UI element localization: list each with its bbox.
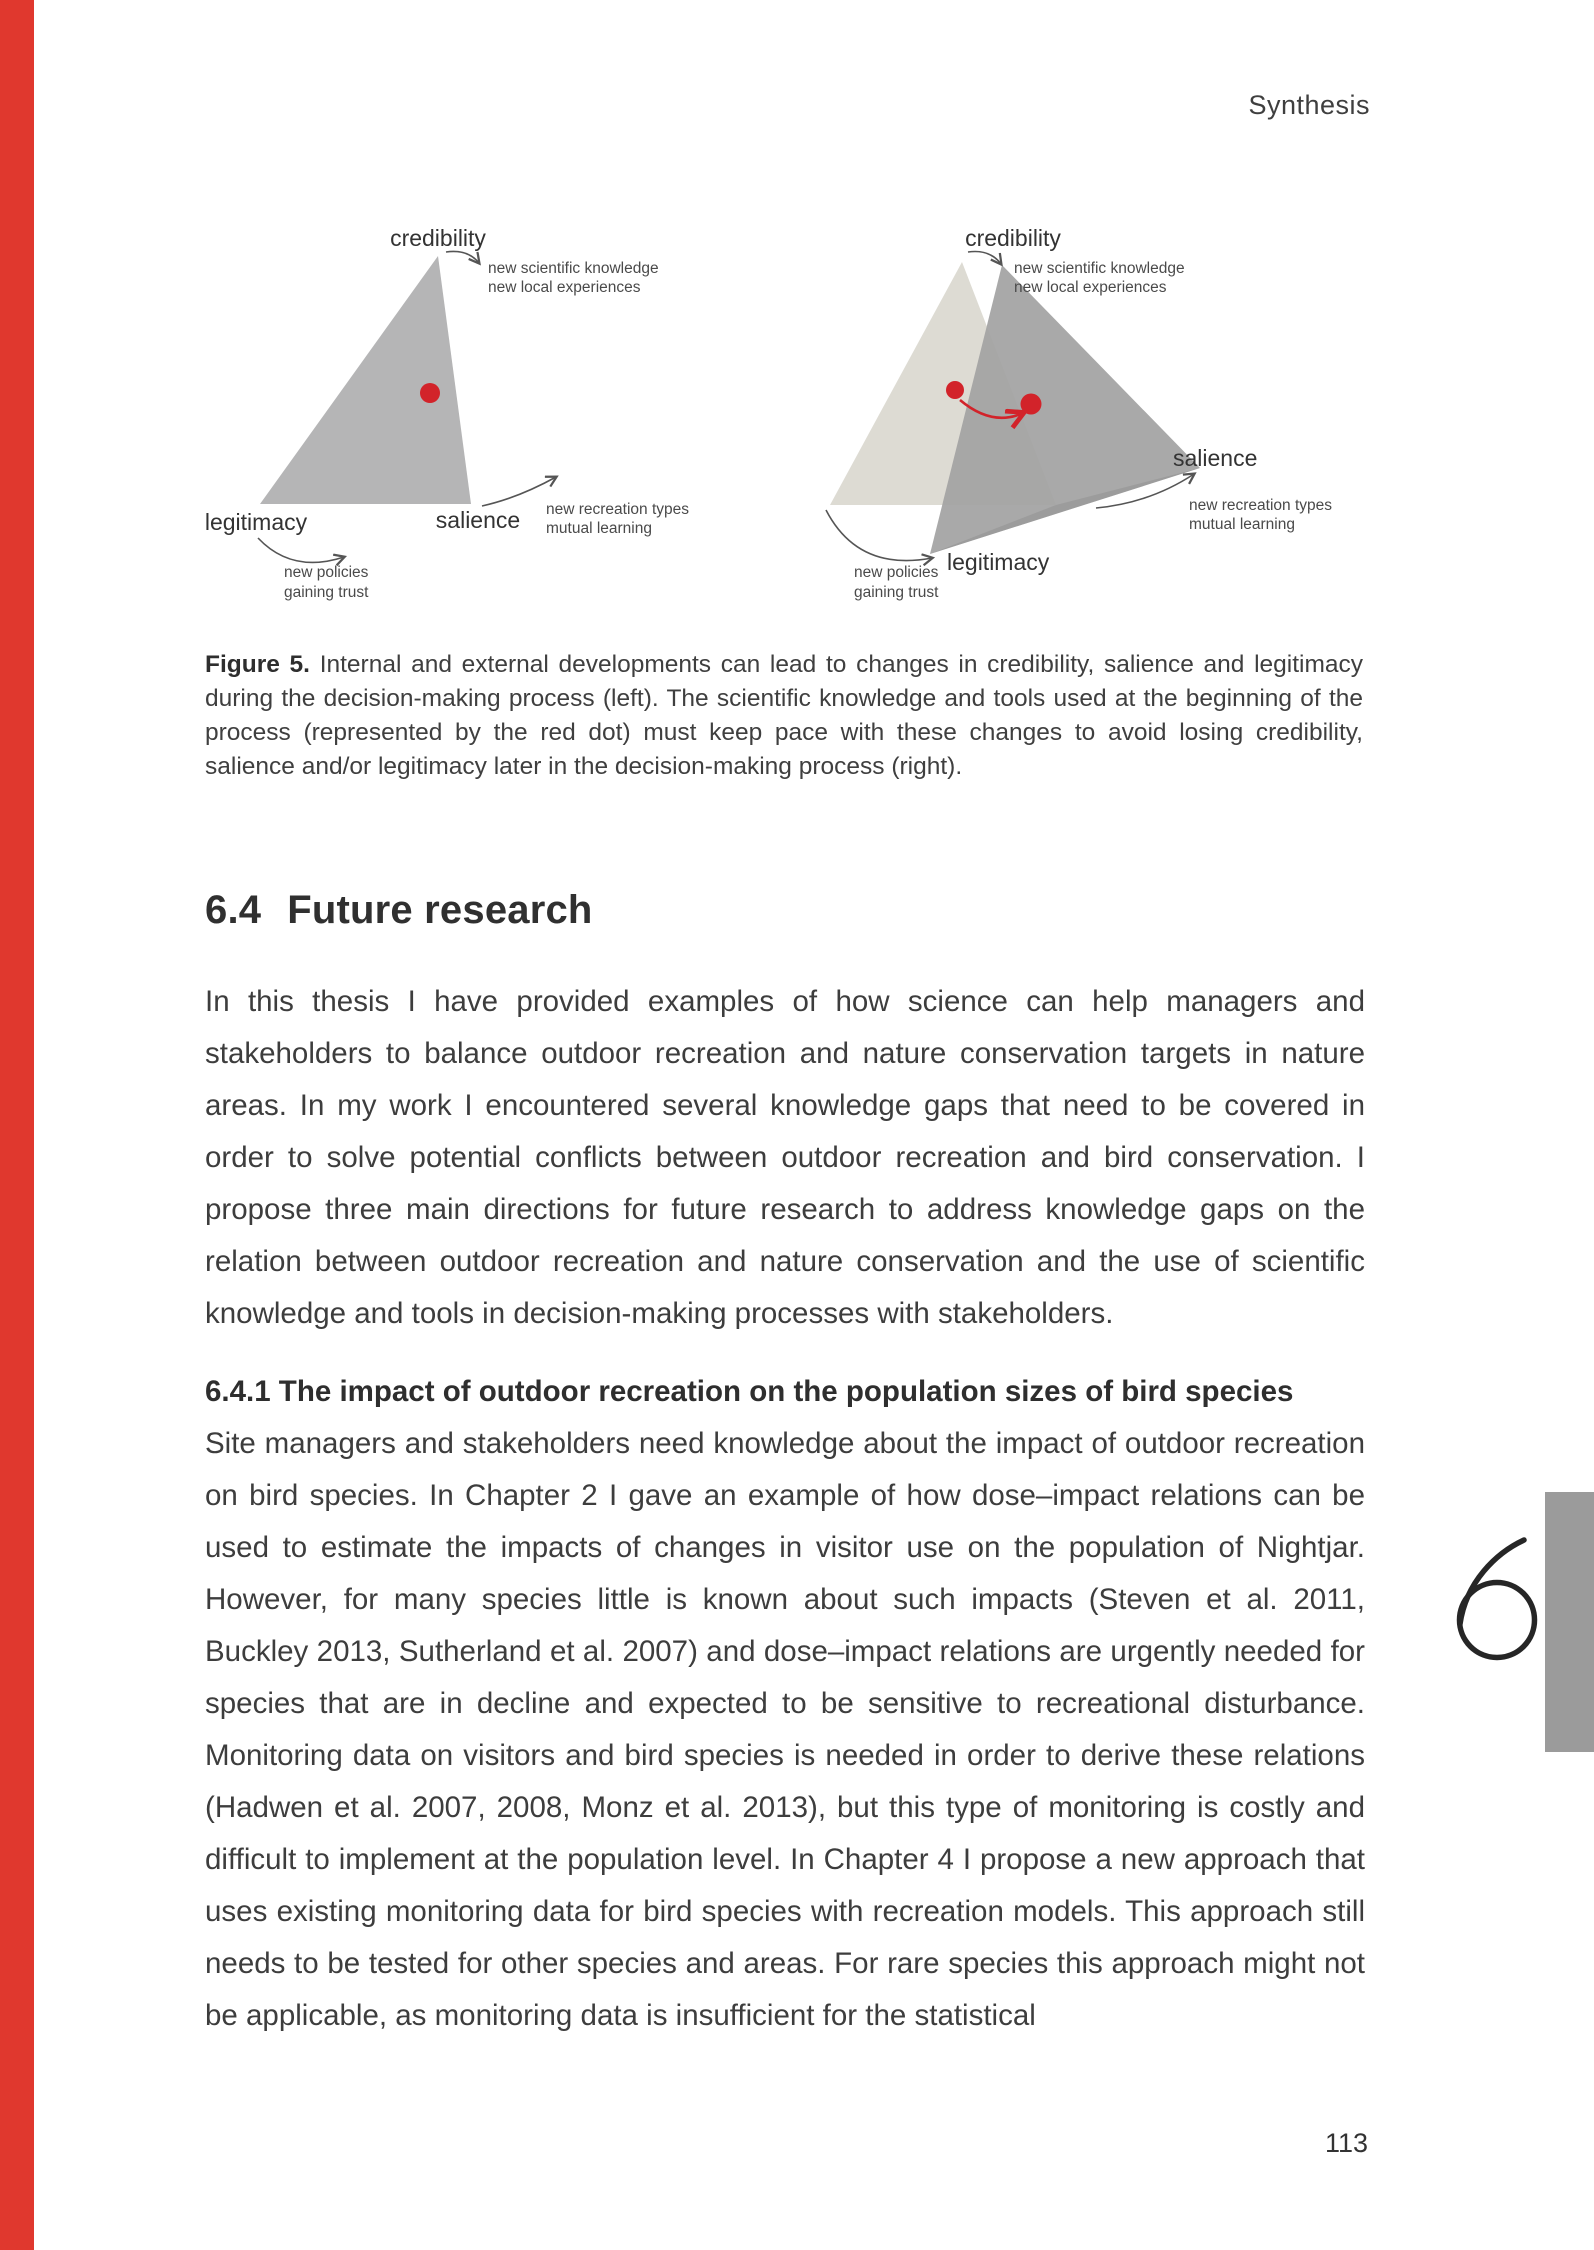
left-credibility-arrow <box>446 251 479 263</box>
right-new-scientific-label: new scientific knowledge <box>1014 260 1185 277</box>
body-paragraph-2: Site managers and stakeholders need knowledge about the impact of outdoor recreation on bird species. In Chapter 2 I gave an example of how dose–impact relations can be used to estimate the impacts of changes in visitor use on the population of Nightjar. However, for many species little is known about such impacts (Steven et al. 2011, Buckley 2013, Sutherland et al. 2007) and dose–impact relations are urgently needed for species that are in decline and expected to be sensitive to recreational disturbance. Monitoring data on visitors and bird species is needed in order to derive these relations (Hadwen et al. 2007, 2008, Monz et al. 2013), but this type of monitoring is costly and difficult to implement at the population level. In Chapter 4 I propose a new approach that uses existing monitoring data for bird species with recreation models. This approach still needs to be tested for other species and areas. For rare species this approach might not be applicable, as monitoring data is insufficient for the statistical <box>205 1427 1365 2032</box>
right-red-dot-end <box>1021 394 1042 415</box>
left-gaining-trust-label: gaining trust <box>284 584 369 601</box>
right-credibility-label: credibility <box>965 225 1061 251</box>
left-new-recreation-label: new recreation types <box>546 501 690 518</box>
subsection-heading: 6.4.1 The impact of outdoor recreation on the population sizes of bird species <box>205 1375 1294 1408</box>
figure-caption-number: Figure 5. <box>205 651 310 678</box>
running-head: Synthesis <box>1248 90 1370 120</box>
right-salience-label: salience <box>1173 445 1258 471</box>
right-gaining-trust-label: gaining trust <box>854 584 939 601</box>
chapter-number-6 <box>1440 1520 1560 1690</box>
right-legitimacy-label: legitimacy <box>947 549 1050 575</box>
body-paragraph-1: In this thesis I have provided examples of how science can help managers and stakeholders to balance outdoor recreation and nature conservation targets in nature areas. In my work I encountered several knowledge gaps that need to be covered in order to solve potential conflicts between outdoor recreation and bird conservation. I propose three main directions for future research to address knowledge gaps on the relation between outdoor recreation and nature conservation and the use of scientific knowledge and tools in decision-making processes with stakeholders. <box>205 985 1365 1330</box>
right-new-local-label: new local experiences <box>1014 279 1167 296</box>
right-new-recreation-label: new recreation types <box>1189 497 1333 514</box>
left-mutual-learning-label: mutual learning <box>546 520 652 537</box>
left-new-local-label: new local experiences <box>488 279 641 296</box>
figure-caption <box>205 648 1363 784</box>
left-triangle <box>260 256 471 504</box>
right-new-policies-label: new policies <box>854 564 939 581</box>
left-new-policies-label: new policies <box>284 564 369 581</box>
section-heading-title: Future research <box>287 888 593 932</box>
left-credibility-label: credibility <box>390 225 486 251</box>
subsection-block <box>205 1366 1365 2042</box>
left-salience-label: salience <box>435 507 521 533</box>
page-number: 113 <box>1325 2128 1369 2158</box>
left-legitimacy-arrow <box>258 538 344 562</box>
right-legitimacy-arrow <box>826 510 932 561</box>
left-legitimacy-label: legitimacy <box>204 509 308 535</box>
figure-5-diagram <box>0 0 1594 660</box>
right-credibility-arrow <box>968 252 1001 265</box>
figure-caption-text: Internal and external developments can lead to changes in credibility, salience and legitimacy during the decision-making process (left). The scientific knowledge and tools used at the beginning of the process (represented by the red dot) must keep pace with these changes to avoid losing credibility, salience and/or legitimacy later in the decision-making process (right). <box>205 651 1364 780</box>
left-new-scientific-label: new scientific knowledge <box>488 260 659 277</box>
left-red-dot <box>420 383 440 403</box>
section-heading <box>205 888 593 933</box>
section-heading-number: 6.4 <box>205 888 262 932</box>
right-red-dot-start <box>946 381 964 399</box>
left-salience-arrow <box>482 477 556 506</box>
right-mutual-learning-label: mutual learning <box>1189 516 1295 533</box>
